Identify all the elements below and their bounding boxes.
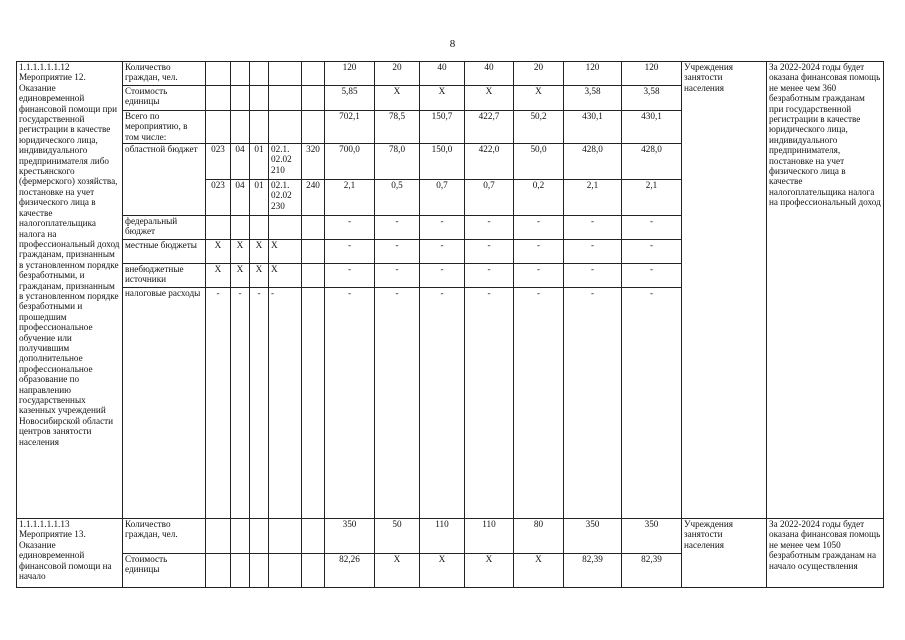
value-cell: 0,2 — [514, 180, 564, 216]
value-cell: - — [325, 216, 375, 240]
measure-code: 1.1.1.1.1.1.13 — [19, 519, 70, 529]
value-cell: 50,2 — [514, 111, 564, 144]
value-cell: 150,0 — [420, 144, 465, 180]
code-vr — [302, 288, 325, 519]
code-vr — [302, 216, 325, 240]
value-cell: X — [514, 86, 564, 111]
code-rz — [231, 111, 250, 144]
value-cell: 422,0 — [465, 144, 514, 180]
value-cell: 2,1 — [622, 180, 682, 216]
value-cell: 82,39 — [622, 554, 682, 588]
code-csr: X — [269, 240, 302, 264]
measure-code: 1.1.1.1.1.1.12 — [19, 62, 70, 72]
value-cell: 700,0 — [325, 144, 375, 180]
code-pr — [250, 519, 269, 554]
code-rz — [231, 519, 250, 554]
value-cell: - — [564, 288, 622, 519]
value-cell: - — [514, 264, 564, 288]
code-grbs — [206, 519, 231, 554]
code-csr — [269, 519, 302, 554]
code-csr: - — [269, 288, 302, 519]
measures-table — [16, 61, 884, 588]
value-cell: 110 — [420, 519, 465, 554]
value-cell: 110 — [465, 519, 514, 554]
value-cell: - — [325, 288, 375, 519]
code-rz: 04 — [231, 180, 250, 216]
value-cell: - — [325, 264, 375, 288]
value-cell: - — [564, 240, 622, 264]
code-rz: X — [231, 264, 250, 288]
value-cell: 80 — [514, 519, 564, 554]
value-cell: - — [465, 240, 514, 264]
value-cell: - — [420, 264, 465, 288]
value-cell: 82,39 — [564, 554, 622, 588]
code-grbs: 023 — [206, 180, 231, 216]
executor-cell: Учреждения занятости населения — [682, 62, 767, 519]
value-cell: - — [420, 288, 465, 519]
value-cell: 120 — [325, 62, 375, 86]
row-label: местные бюджеты — [123, 240, 206, 264]
measure-title-cell — [17, 62, 123, 519]
value-cell: 150,7 — [420, 111, 465, 144]
code-vr — [302, 519, 325, 554]
value-cell: 422,7 — [465, 111, 514, 144]
table-row — [17, 519, 884, 554]
code-grbs — [206, 111, 231, 144]
code-rz: X — [231, 240, 250, 264]
code-csr — [269, 62, 302, 86]
value-cell: X — [420, 554, 465, 588]
code-csr — [269, 111, 302, 144]
code-rz: - — [231, 288, 250, 519]
value-cell: - — [420, 240, 465, 264]
code-rz — [231, 554, 250, 588]
value-cell: - — [465, 264, 514, 288]
row-label: налоговые расходы — [123, 288, 206, 519]
code-csr — [269, 216, 302, 240]
value-cell: X — [420, 86, 465, 111]
value-cell: - — [622, 216, 682, 240]
code-pr — [250, 216, 269, 240]
value-cell: 120 — [564, 62, 622, 86]
code-rz — [231, 86, 250, 111]
value-cell: 5,85 — [325, 86, 375, 111]
code-pr — [250, 111, 269, 144]
value-cell: - — [514, 288, 564, 519]
code-grbs — [206, 62, 231, 86]
row-label: Количество граждан, чел. — [123, 519, 206, 554]
value-cell: 350 — [564, 519, 622, 554]
code-vr — [302, 554, 325, 588]
value-cell: 40 — [465, 62, 514, 86]
value-cell: - — [420, 216, 465, 240]
measure-title: Мероприятие 13. Оказание единовременной финансовой помощи на начало — [19, 529, 112, 582]
value-cell: - — [622, 240, 682, 264]
value-cell: 78,5 — [375, 111, 420, 144]
value-cell: 20 — [375, 62, 420, 86]
value-cell: - — [465, 288, 514, 519]
value-cell: 0,5 — [375, 180, 420, 216]
value-cell: - — [564, 264, 622, 288]
row-label: Стоимость единицы — [123, 554, 206, 588]
code-vr — [302, 111, 325, 144]
code-rz — [231, 216, 250, 240]
value-cell: - — [564, 216, 622, 240]
value-cell: - — [375, 288, 420, 519]
value-cell: 78,0 — [375, 144, 420, 180]
value-cell: 120 — [622, 62, 682, 86]
code-pr: - — [250, 288, 269, 519]
value-cell: 350 — [325, 519, 375, 554]
code-vr — [302, 264, 325, 288]
value-cell: 82,26 — [325, 554, 375, 588]
code-vr — [302, 240, 325, 264]
row-label: Всего по мероприятию, в том числе: — [123, 111, 206, 144]
value-cell: - — [514, 216, 564, 240]
value-cell: X — [375, 86, 420, 111]
result-cell: За 2022-2024 годы будет оказана финансовая помощь не менее чем 1050 безработным гражданам на начало осуществления — [767, 519, 884, 588]
value-cell: 428,0 — [564, 144, 622, 180]
table-row — [17, 62, 884, 86]
value-cell: - — [375, 216, 420, 240]
value-cell: - — [622, 264, 682, 288]
code-vr: 320 — [302, 144, 325, 180]
code-grbs: X — [206, 240, 231, 264]
row-label: Стоимость единицы — [123, 86, 206, 111]
executor-cell: Учреждения занятости населения — [682, 519, 767, 588]
code-grbs — [206, 554, 231, 588]
value-cell: 430,1 — [622, 111, 682, 144]
value-cell: 3,58 — [564, 86, 622, 111]
value-cell: 20 — [514, 62, 564, 86]
code-rz: 04 — [231, 144, 250, 180]
value-cell: - — [465, 216, 514, 240]
value-cell: 428,0 — [622, 144, 682, 180]
code-pr: X — [250, 264, 269, 288]
page-number: 8 — [449, 38, 456, 50]
code-grbs — [206, 86, 231, 111]
code-pr — [250, 62, 269, 86]
value-cell: 2,1 — [564, 180, 622, 216]
code-grbs: - — [206, 288, 231, 519]
value-cell: 50 — [375, 519, 420, 554]
code-csr: 02.1. 02.02 230 — [269, 180, 302, 216]
code-csr: X — [269, 264, 302, 288]
code-rz — [231, 62, 250, 86]
code-grbs: X — [206, 264, 231, 288]
row-label: внебюджетные источники — [123, 264, 206, 288]
code-vr — [302, 62, 325, 86]
value-cell: X — [514, 554, 564, 588]
result-cell: За 2022-2024 годы будет оказана финансовая помощь не менее чем 360 безработным гражданам при государственной регистрации в качестве юридического лица, индивидуального предпринимателя, постановке на учет физического лица в качестве налогоплательщика налога на профессиональный доход — [767, 62, 884, 519]
value-cell: 40 — [420, 62, 465, 86]
code-pr: 01 — [250, 144, 269, 180]
row-label: федеральный бюджет — [123, 216, 206, 240]
value-cell: X — [465, 554, 514, 588]
value-cell: 0,7 — [465, 180, 514, 216]
measure-title: Мероприятие 12. Оказание единовременной финансовой помощи при государственной регистрации в качестве юридического лица, индивидуального предпринимателя либо крестьянского (фермерского) хозяйства, постановке на учет физического лица в качестве налогоплательщика налога на профессиональный доход гражданам, признанным в установленном порядке безработными, и гражданам, признанным в установленном порядке безработными и прошедшим профессиональное обучение или получившим дополнительное профессиональное образование по направлению государственных казенных учреждений Новосибирской области центров занятости населения — [19, 72, 120, 447]
value-cell: 430,1 — [564, 111, 622, 144]
value-cell: 702,1 — [325, 111, 375, 144]
code-csr — [269, 554, 302, 588]
code-pr: 01 — [250, 180, 269, 216]
code-csr: 02.1. 02.02 210 — [269, 144, 302, 180]
row-label: областной бюджет — [123, 144, 206, 216]
value-cell: 50,0 — [514, 144, 564, 180]
value-cell: 3,58 — [622, 86, 682, 111]
code-vr — [302, 86, 325, 111]
value-cell: X — [465, 86, 514, 111]
code-grbs: 023 — [206, 144, 231, 180]
value-cell: 350 — [622, 519, 682, 554]
value-cell: - — [325, 240, 375, 264]
value-cell: X — [375, 554, 420, 588]
code-pr — [250, 554, 269, 588]
code-csr — [269, 86, 302, 111]
value-cell: - — [622, 288, 682, 519]
code-pr: X — [250, 240, 269, 264]
row-label: Количество граждан, чел. — [123, 62, 206, 86]
code-pr — [250, 86, 269, 111]
value-cell: - — [375, 264, 420, 288]
code-grbs — [206, 216, 231, 240]
value-cell: 0,7 — [420, 180, 465, 216]
value-cell: - — [375, 240, 420, 264]
value-cell: 2,1 — [325, 180, 375, 216]
code-vr: 240 — [302, 180, 325, 216]
measure-title-cell — [17, 519, 123, 588]
value-cell: - — [514, 240, 564, 264]
